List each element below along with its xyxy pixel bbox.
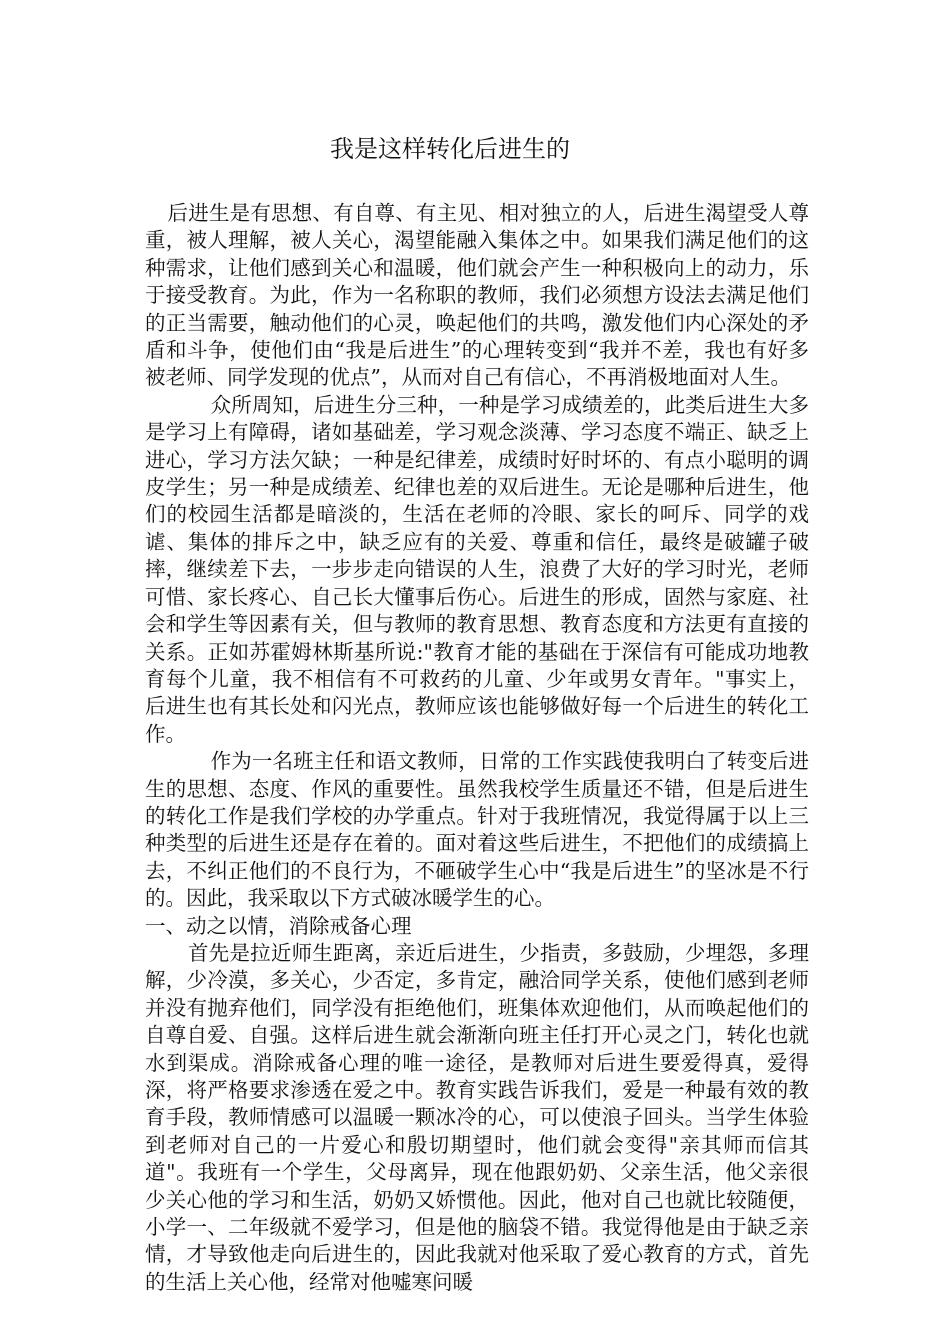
paragraph-4: 首先是拉近师生距离，亲近后进生，少指责，多鼓励，少埋怨，多理解，少冷漠，多关心，少否定，多肯定，融洽同学关系，使他们感到老师并没有抛弃他们，同学没有拒绝他们，班集体欢迎他们，从而唤起他们的自尊自爱、自强。这样后进生就会渐渐向班主任打开心灵之门，转化也就水到渠成。消除戒备心理的唯一途径，是教师对后进生要爱得真，爱得深，将严格要求渗透在爱之中。教育实践告诉我们，爱是一种最有效的教育手段，教师情感可以温暖一颗冰冷的心，可以使浪子回头。当学生体验到老师对自己的一片爱心和殷切期望时，他们就会变得"亲其师而信其道"。我班有一个学生，父母离异，现在他跟奶奶、父亲生活，他父亲很少关心他的学习和生活，奶奶又娇惯他。因此，他对自己也就比较随便，小学一、二年级就不爱学习，但是他的脑袋不错。我觉得他是由于缺乏亲情，才导致他走向后进生的，因此我就对他采取了爱心教育的方式，首先的生活上关心他，经常对他嘘寒问暖 xyxy=(145,940,809,1294)
section-heading-1: 一、动之以情，消除戒备心理 xyxy=(145,913,412,938)
paragraph-3: 作为一名班主任和语文教师，日常的工作实践使我明白了转变后进生的思想、态度、作风的重要性。虽然我校学生质量还不错，但是后进生的转化工作是我们学校的办学重点。针对于我班情况，我觉得属于以上三种类型的后进生还是存在着的。面对着这些后进生，不把他们的成绩搞上去，不纠正他们的不良行为，不砸破学生心中“我是后进生”的坚冰是不行的。因此，我采取以下方式破冰暖学生的心。 xyxy=(145,749,809,911)
document-body xyxy=(145,200,809,1296)
paragraph-2: 众所周知，后进生分三种，一种是学习成绩差的，此类后进生大多是学习上有障碍，诸如基础差，学习观念淡薄、学习态度不端正、缺乏上进心，学习方法欠缺；一种是纪律差，成绩时好时坏的、有点小聪明的调皮学生；另一种是成绩差、纪律也差的双后进生。无论是哪种后进生，他们的校园生活都是暗淡的，生活在老师的冷眼、家长的呵斥、同学的戏谑、集体的排斥之中，缺乏应有的关爱、尊重和信任，最终是破罐子破摔，继续差下去，一步步走向错误的人生，浪费了大好的学习时光，老师可惜、家长疼心、自己长大懂事后伤心。后进生的形成，固然与家庭、社会和学生等因素有关，但与教师的教育思想、教育态度和方法更有直接的关系。正如苏霍姆林斯基所说:"教育才能的基础在于深信有可能成功地教育每个儿童，我不相信有不可救药的儿童、少年或男女青年。"事实上，后进生也有其长处和闪光点，教师应该也能够做好每一个后进生的转化工作。 xyxy=(145,392,809,746)
paragraph-1: 后进生是有思想、有自尊、有主见、相对独立的人，后进生渴望受人尊重，被人理解，被人关心，渴望能融入集体之中。如果我们满足他们的这种需求，让他们感到关心和温暖，他们就会产生一种积极向上的动力，乐于接受教育。为此，作为一名称职的教师，我们必须想方设法去满足他们的正当需要，触动他们的心灵，唤起他们的共鸣，激发他们内心深处的矛盾和斗争，使他们由“我是后进生”的心理转变到“我并不差，我也有好多被老师、同学发现的优点”，从而对自己有信心，不再消极地面对人生。 xyxy=(145,201,809,390)
document-title: 我是这样转化后进生的 xyxy=(330,135,570,163)
